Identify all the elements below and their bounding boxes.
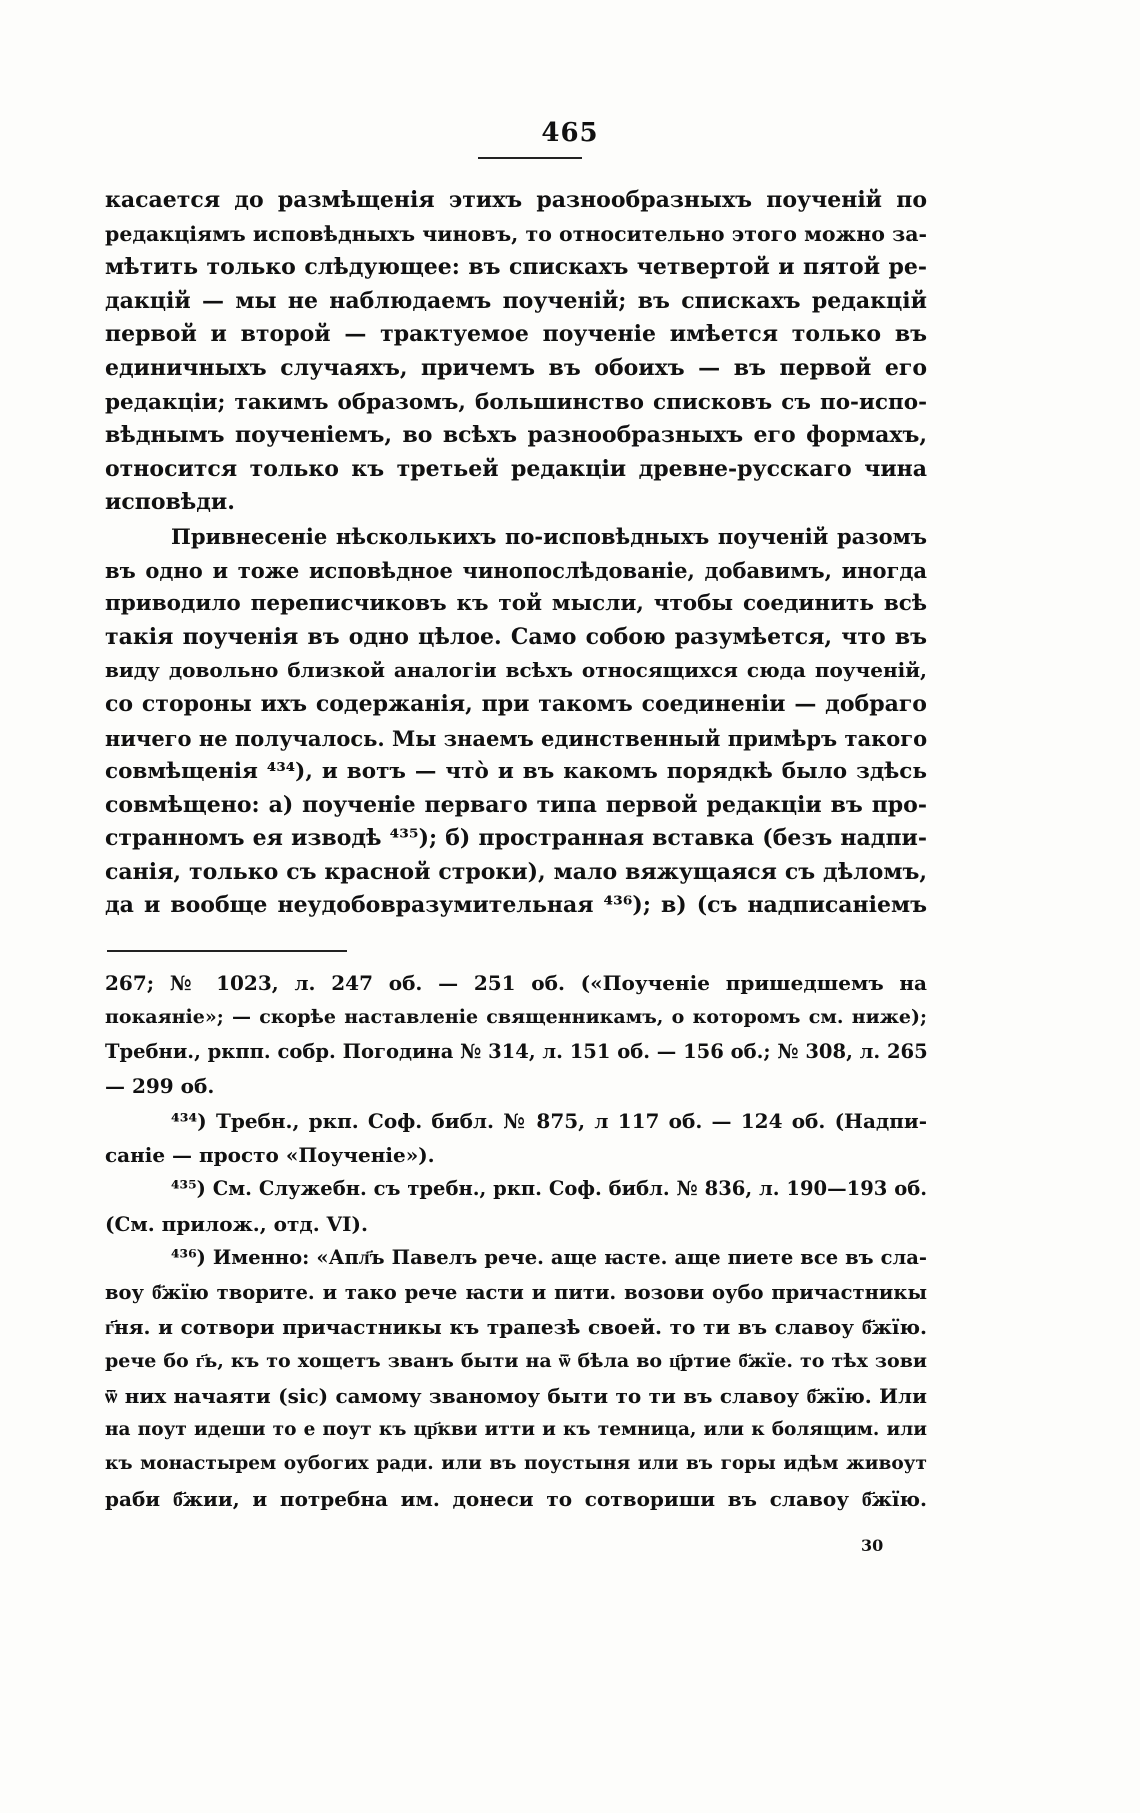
- body-line: редакціямъ исповѣдныхъ чиновъ, то относительно этого можно за-: [105, 221, 927, 246]
- footnote-line: воу б҃жїю творите. и тако рече ꙗсти и пити. возови оубо причастникы: [105, 1280, 927, 1304]
- footnote-434: ⁴³⁴) Требн., ркп. Соф. библ. № 875, л 117 об. — 124 об. (Надпи-: [171, 1108, 927, 1133]
- page-number-rule: [478, 157, 582, 159]
- body-line: совмѣщено: а) поученіе перваго типа первой редакціи въ про-: [105, 791, 927, 818]
- body-line: редакціи; такимъ образомъ, большинство списковъ съ по-испо-: [105, 389, 927, 415]
- footnotes: [105, 966, 927, 1516]
- body-line: Привнесеніе нѣсколькихъ по-исповѣдныхъ поученій разомъ: [171, 523, 927, 549]
- footnote-line: покаяніе»; — скорѣе наставленіе священникамъ, о которомъ см. ниже);: [105, 1006, 927, 1029]
- body-line: единичныхъ случаяхъ, причемъ въ обоихъ — въ первой его: [105, 354, 927, 381]
- body-line: странномъ ея изводѣ ⁴³⁵); б) пространная вставка (безъ надпи-: [105, 825, 927, 852]
- footnote-line: Требни., ркпп. собр. Погодина № 314, л. 151 об. — 156 об.; № 308, л. 265: [105, 1039, 928, 1063]
- footnote-line: рече бо г҃ь, къ то хощетъ званъ быти на ѿ бѣла во ц҃ртие б҃жїе. то тѣх зови: [105, 1350, 927, 1373]
- footnote-line: 267; № 1023, л. 247 об. — 251 об. («Поученіе пришедшемъ на: [105, 971, 927, 995]
- page-number: 465: [541, 118, 599, 148]
- body-line: въ одно и тоже исповѣдное чинопослѣдованіе, добавимъ, иногда: [105, 557, 927, 583]
- body-line: относится только къ третьей редакціи древне-русскаго чина: [105, 455, 927, 482]
- body-line: санія, только съ красной строки), мало вяжущаяся съ дѣломъ,: [105, 858, 927, 885]
- body-line: первой и второй — трактуемое поученіе имѣется только въ: [105, 321, 927, 348]
- footnote-line: раби б҃жии, и потребна им. донеси то сотвориши въ славоу б҃жїю.: [105, 1486, 927, 1511]
- signature-mark: 30: [861, 1536, 884, 1555]
- body-line: мѣтить только слѣдующее: въ спискахъ четвертой и пятой ре-: [105, 254, 927, 281]
- body-line: приводило переписчиковъ къ той мысли, чтобы соединить всѣ: [105, 591, 927, 617]
- footnote-line: на поут идеши то е поут къ цр҃кви итти и къ темница, или к болящим. или: [105, 1419, 927, 1441]
- main-text: [105, 184, 927, 923]
- body-line: исповѣди.: [105, 489, 235, 516]
- footnote-line: саніе — просто «Поученіе»).: [105, 1142, 435, 1167]
- footnote-line: — 299 об.: [105, 1074, 215, 1099]
- body-line: касается до размѣщенія этихъ разнообразныхъ поученій по: [105, 187, 927, 213]
- footnote-436: ⁴³⁶) Именно: «Апл҃ъ Павелъ рече. аще ꙗсте. аще пиете все въ сла-: [171, 1246, 927, 1270]
- body-line: виду довольно близкой аналогіи всѣхъ относящихся сюда поученій,: [105, 658, 927, 683]
- body-line: со стороны ихъ содержанія, при такомъ соединеніи — добраго: [105, 690, 927, 717]
- body-line: вѣднымъ поученіемъ, во всѣхъ разнообразныхъ его формахъ,: [105, 422, 927, 449]
- footnote-line: г҃ня. и сотвори причастникы къ трапезѣ своей. то ти въ славоу б҃жїю.: [105, 1314, 927, 1339]
- body-line: да и вообще неудобовразумительная ⁴³⁶); в) (съ надписаніемъ: [105, 892, 927, 919]
- footnote-435: ⁴³⁵) См. Служебн. съ требн., ркп. Соф. библ. № 836, л. 190—193 об.: [171, 1177, 927, 1201]
- body-line: дакцій — мы не наблюдаемъ поученій; въ спискахъ редакцій: [105, 287, 927, 314]
- footnote-line: ѿ них начаяти (sic) самому званомоу быти то ти въ славоу б҃жїю. Или: [105, 1383, 927, 1408]
- body-line: такія поученія въ одно цѣлое. Само собою разумѣется, что въ: [105, 623, 927, 650]
- footnote-line: (См. прилож., отд. VI).: [105, 1211, 368, 1236]
- footnote-line: къ монастырем оубогих ради. или въ поустыня или въ горы идѣм живоут: [105, 1453, 927, 1475]
- body-line: ничего не получалось. Мы знаемъ единственный примѣръ такого: [105, 725, 928, 751]
- body-line: совмѣщенія ⁴³⁴), и вотъ — что̀ и въ какомъ порядкѣ было здѣсь: [105, 759, 927, 785]
- footnote-rule: [107, 950, 347, 952]
